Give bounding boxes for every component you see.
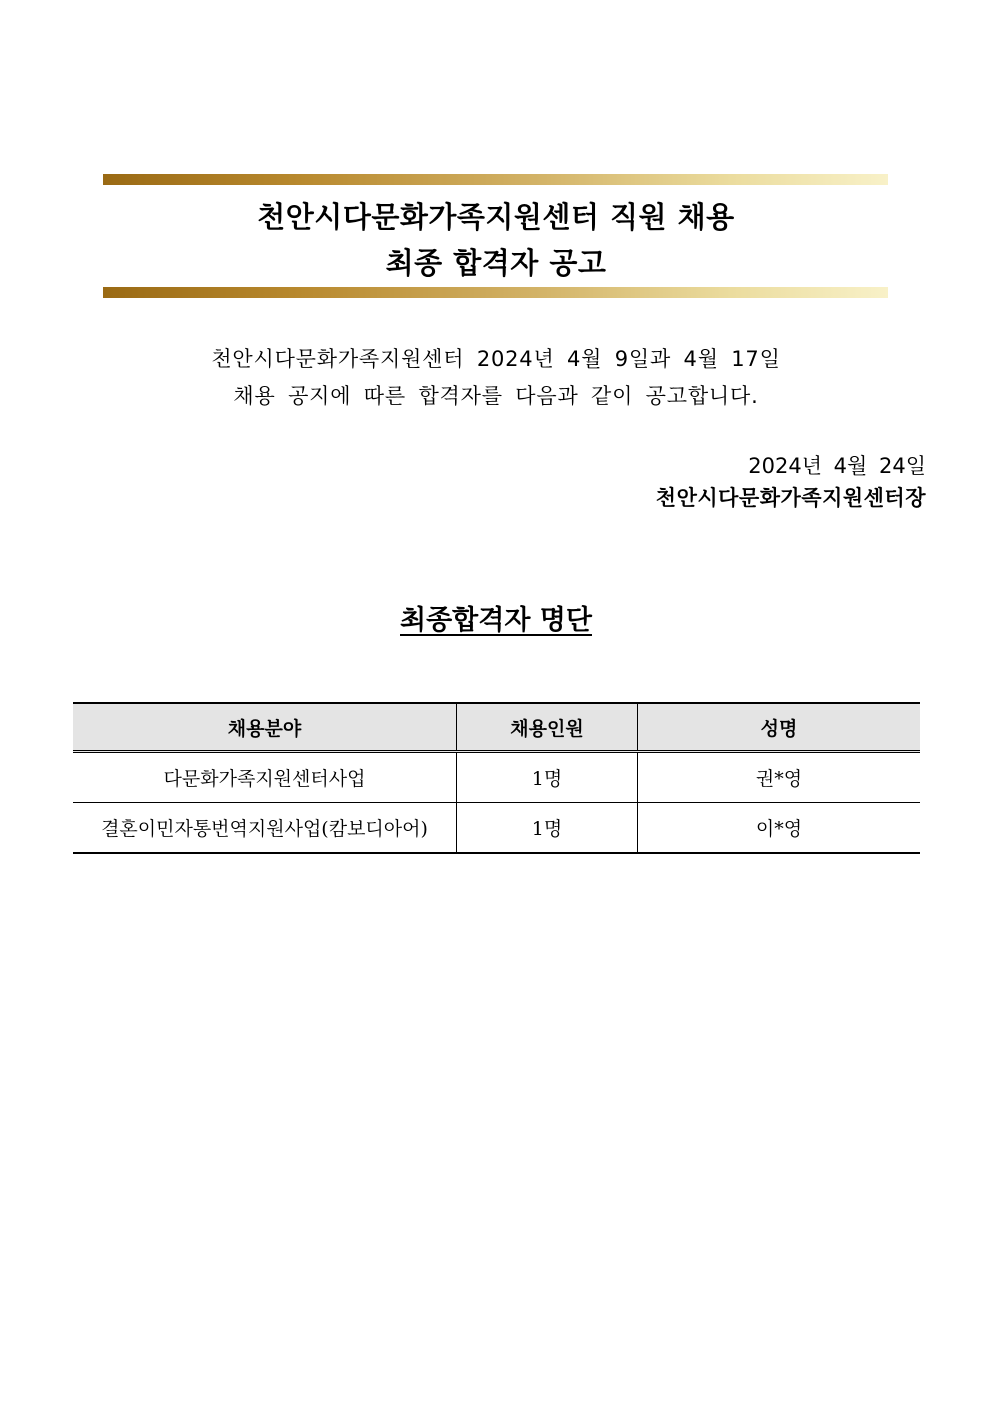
intro-text-line-2: 채용 공지에 따른 합격자를 다음과 같이 공고합니다.: [233, 384, 759, 408]
page-title-line-1: 천안시다문화가족지원센터 직원 채용: [257, 200, 735, 234]
list-title-text: 최종합격자 명단: [400, 605, 592, 636]
cell-field: 다문화가족지원센터사업: [73, 752, 457, 803]
cell-field: 결혼이민자통번역지원사업(캄보디아어): [73, 803, 457, 854]
cell-name: 권*영: [638, 752, 921, 803]
list-title: [0, 598, 992, 637]
gold-divider-bottom: [103, 287, 888, 298]
gold-divider-top: [103, 174, 888, 185]
cell-name: 이*영: [638, 803, 921, 854]
table-row: [73, 803, 920, 854]
intro-text-line-1: 천안시다문화가족지원센터 2024년 4월 9일과 4월 17일: [211, 347, 781, 371]
notice-issuer: 천안시다문화가족지원센터장: [655, 486, 926, 510]
notice-date: 2024년 4월 24일: [748, 454, 926, 478]
column-header-name: 성명: [638, 703, 921, 752]
cell-count: 1명: [457, 803, 638, 854]
table-row: [73, 752, 920, 803]
column-header-count: 채용인원: [457, 703, 638, 752]
cell-count: 1명: [457, 752, 638, 803]
page-title-line-2: 최종 합격자 공고: [385, 246, 607, 280]
table-header-row: [73, 703, 920, 752]
result-table: [73, 702, 920, 854]
column-header-field: 채용분야: [73, 703, 457, 752]
